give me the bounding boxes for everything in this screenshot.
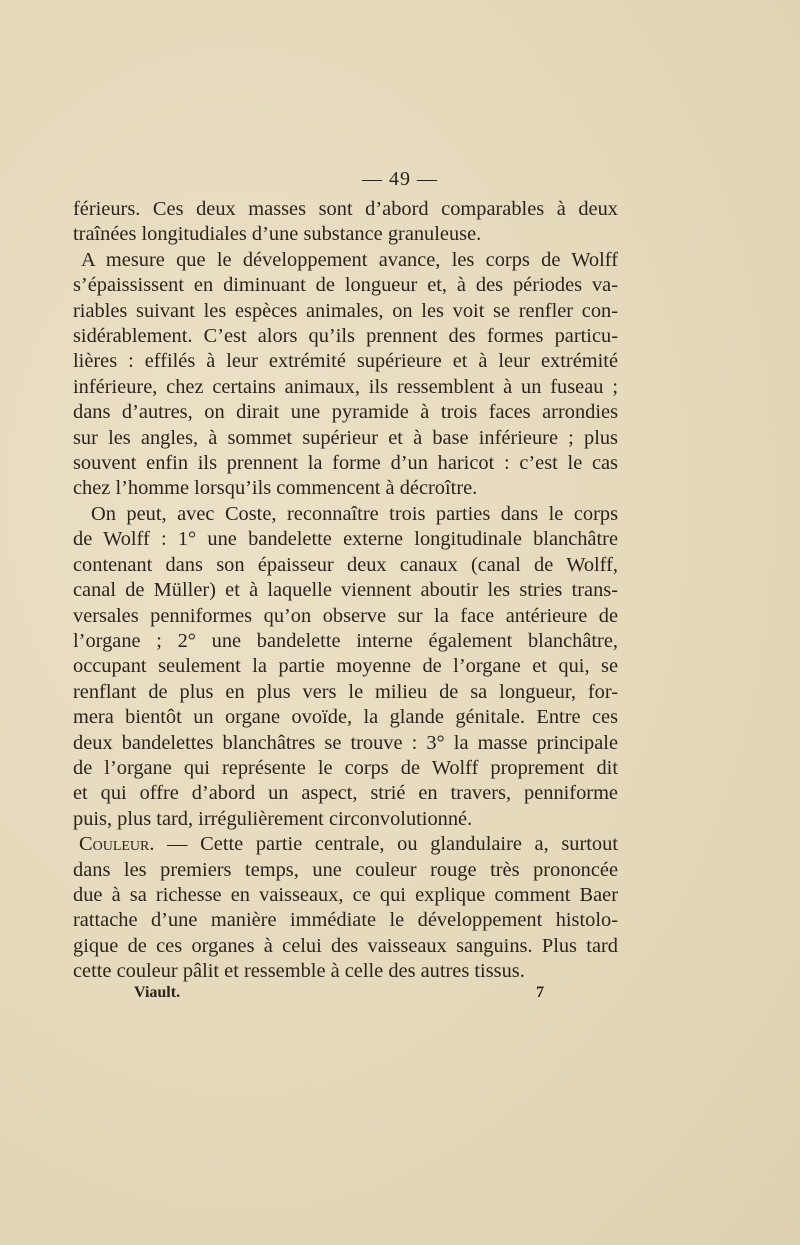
text-line: de l’organe qui représente le corps de Wolff proprement dit [73, 756, 618, 779]
text-line: versales penniformes qu’on observe sur la face antérieure de [73, 604, 618, 627]
text-line: renflant de plus en plus vers le milieu de sa longueur, for- [73, 680, 618, 703]
text-line: l’organe ; 2° une bandelette interne également blanchâtre, [73, 629, 618, 652]
text-line: On peut, avec Coste, reconnaître trois parties dans le corps [91, 502, 618, 525]
text-line: dans d’autres, on dirait une pyramide à trois faces arrondies [73, 401, 618, 424]
text-line: deux bandelettes blanchâtres se trouve : 3° la masse principale [73, 731, 618, 754]
text-line: riables suivant les espèces animales, on les voit se renfler con- [73, 299, 618, 322]
text-line: lières : effilés à leur extrémité supérieure et à leur extrémité [73, 350, 618, 373]
text-line: s’épaississent en diminuant de longueur et, à des périodes va- [73, 274, 618, 297]
text-line: A mesure que le développement avance, les corps de Wolff [81, 248, 618, 271]
text-line: inférieure, chez certains animaux, ils ressemblent à un fuseau ; [73, 375, 618, 398]
text-line-couleur [73, 832, 618, 857]
sheet-number: 7 [536, 984, 544, 1001]
text-line: de Wolff : 1° une bandelette externe longitudinale blanchâtre [73, 528, 618, 551]
text-line: cette couleur pâlit et ressemble à celle des autres tissus. [73, 960, 525, 983]
printer-signature: Viault. [134, 984, 181, 1001]
text-line: rattache d’une manière immédiate le développement histolo- [73, 909, 618, 932]
text-line: dans les premiers temps, une couleur rouge très prononcée [73, 858, 618, 881]
couleur-text: — Cette partie centrale, ou glandulaire a, surtout [167, 833, 618, 856]
text-line: contenant dans son épaisseur deux canaux (canal de Wolff, [73, 553, 618, 576]
text-line: sidérablement. C’est alors qu’ils prennent des formes particu- [73, 325, 618, 348]
text-line: chez l’homme lorsqu’ils commencent à décroître. [73, 477, 478, 500]
text-line: mera bientôt un organe ovoïde, la glande génitale. Entre ces [73, 706, 618, 729]
text-line: férieurs. Ces deux masses sont d’abord comparables à deux [73, 198, 618, 220]
text-line: canal de Müller) et à laquelle viennent aboutir les stries trans- [73, 579, 618, 602]
text-line: occupant seulement la partie moyenne de l’organe et qui, se [73, 655, 618, 678]
text-line: souvent enfin ils prennent la forme d’un haricot : c’est le cas [73, 452, 618, 475]
text-line: et qui offre d’abord un aspect, strié en travers, penniforme [73, 782, 618, 805]
text-line: due à sa richesse en vaisseaux, ce qui explique comment Baer [73, 883, 618, 906]
page-number: — 49 — [362, 168, 438, 190]
body-text [73, 197, 618, 985]
text-line: puis, plus tard, irrégulièrement circonvolutionné. [73, 807, 473, 830]
section-heading-couleur: Couleur. [79, 833, 155, 856]
text-line: gique de ces organes à celui des vaisseaux sanguins. Plus tard [73, 934, 618, 957]
text-line: sur les angles, à sommet supérieur et à base inférieure ; plus [73, 426, 618, 449]
text-line: traînées longitudiales d’une substance granuleuse. [73, 223, 482, 246]
